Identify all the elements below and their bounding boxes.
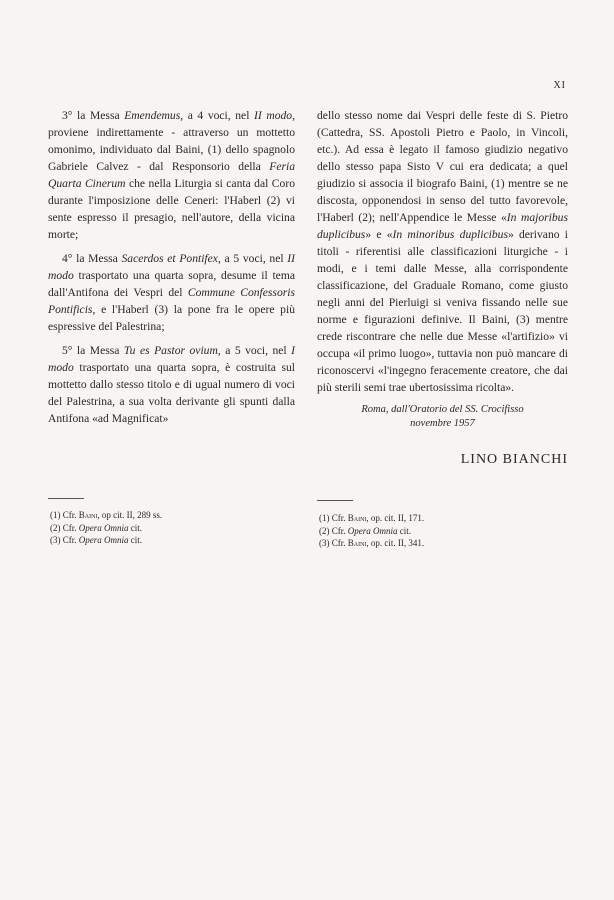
footnote-divider-right: [317, 500, 353, 501]
paragraph-messa-emendemus: 3° la Messa Emendemus, a 4 voci, nel II modo, proviene indirettamente - attraverso un mottetto omonimo, individuato dal Baini, (1) dello spagnolo Gabriele Calvez - dal Responsorio della Feria Quarta Cinerum che nella Liturgia si canta dal Coro durante l'imposizione delle Ceneri: l'Haberl (2) vi sente espresso il presagio, nell'autore, della vicina morte;: [48, 109, 295, 241]
paragraph-messa-sacerdos: 4° la Messa Sacerdos et Pontifex, a 5 voci, nel II modo trasportato una quarta sopra, desume il tema dall'Antifona dei Vespri del Commune Confessoris Pontificis, e l'Haberl (3) la pone fra le opere più espressive del Palestrina;: [48, 252, 295, 333]
footnote-left-3: (3) Cfr. Opera Omnia cit.: [50, 535, 142, 545]
signature-date: novembre 1957: [410, 418, 475, 429]
signature-place: Roma, dall'Oratorio del SS. Crocifisso: [361, 404, 524, 415]
footnote-right-1: (1) Cfr. Baini, op. cit. II, 171.: [319, 513, 425, 523]
footnotes-left: [50, 509, 290, 547]
signature-block: [317, 403, 568, 431]
footnote-right-3: (3) Cfr. Baini, op. cit. II, 341.: [319, 538, 425, 548]
left-column: [48, 107, 295, 434]
footnote-left-1: (1) Cfr. Baini, op cit. II, 289 ss.: [50, 510, 163, 520]
paragraph-continuation: dello stesso nome dai Vespri delle feste di S. Pietro (Cattedra, SS. Apostoli Pietro e Paolo, in Vincoli, etc.). Ad essa è legato il famoso giudizio negativo dello stesso papa Sisto V cui era dedicata; a quel giudizio si associa il biografo Baini, (1) mentre se ne discosta, opponendosi in senso del tutto favorevole, l'Haberl (2); nell'Appendice le Messe «In majoribus duplicibus» e «In minoribus duplicibus» derivano i titoli - riferentisi alle classificazioni liturgiche - i modi, e i temi dalle Messe, alla corrispondente classificazione, del Graduale Romano, come giusto negli anni del Pierluigi si veniva fissando nelle sue norme e figurazioni definive. Il Baini, (3) mentre crede riscontrare che nelle due Messe «l'artifizio» vi occupa «il primo luogo», tuttavia non può mancare di riconoscervi «l'ingegno feracemente creatore, che dai più sterili semi trae ubertosissima ricolta».: [317, 109, 568, 394]
author-name: LINO BIANCHI: [460, 452, 568, 467]
footnote-right-2: (2) Cfr. Opera Omnia cit.: [319, 525, 411, 536]
paragraph-messa-tu-es-pastor: 5° la Messa Tu es Pastor ovium, a 5 voci, nel I modo trasportato una quarta sopra, è costruita sul mottetto dallo stesso titolo e di ugual numero di voci del Palestrina, a sua volta derivante gli spunti dalla Antifona «ad Magnificat»: [48, 344, 295, 425]
footnote-divider-left: [48, 498, 84, 499]
right-column: [317, 107, 568, 403]
page-number: XI: [553, 80, 566, 91]
footnote-left-2: (2) Cfr. Opera Omnia cit.: [50, 522, 142, 533]
footnotes-right: [319, 512, 559, 550]
